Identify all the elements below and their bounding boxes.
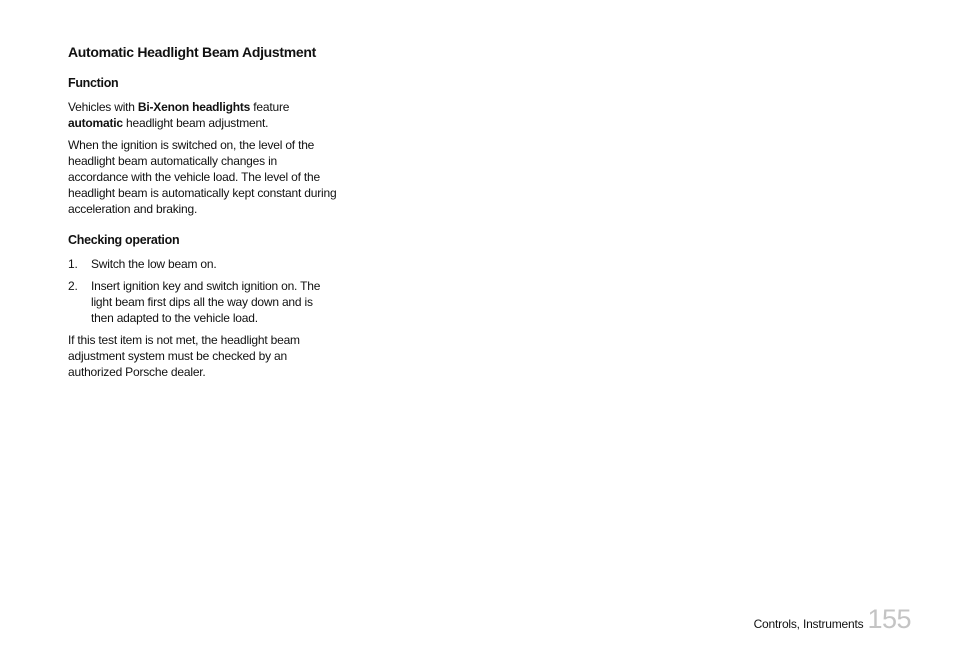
checking-steps-list	[68, 256, 338, 326]
text-span: Vehicles with	[68, 100, 138, 114]
text-span: feature	[250, 100, 290, 114]
list-item	[68, 256, 338, 272]
step-text: Insert ignition key and switch ignition on. The light beam first dips all the way down and is then adapted to the vehicle load.	[91, 279, 321, 325]
checking-note: If this test item is not met, the headlight beam adjustment system must be checked by an authorized Porsche dealer.	[68, 333, 300, 379]
step-text: Switch the low beam on.	[91, 257, 217, 271]
page-footer	[754, 604, 911, 635]
page-number: 155	[867, 604, 911, 634]
footer-section-title: Controls, Instruments	[753, 617, 864, 631]
step-number: 2.	[68, 279, 78, 293]
checking-heading: Checking operation	[68, 233, 180, 247]
function-paragraph-1	[68, 99, 338, 131]
page-heading: Automatic Headlight Beam Adjustment	[68, 44, 317, 60]
step-number: 1.	[68, 257, 78, 271]
function-paragraph-2: When the ignition is switched on, the level of the headlight beam automatically changes in accordance with the vehicle load. The level of the headlight beam is automatically kept constant during acceleration and braking.	[68, 138, 337, 216]
list-item	[68, 278, 338, 326]
text-span: headlight beam adjustment.	[122, 116, 269, 130]
bold-term-bi-xenon: Bi-Xenon headlights	[137, 100, 251, 114]
content-column	[68, 43, 338, 386]
bold-term-automatic: automatic	[68, 116, 123, 130]
function-heading: Function	[68, 76, 119, 90]
